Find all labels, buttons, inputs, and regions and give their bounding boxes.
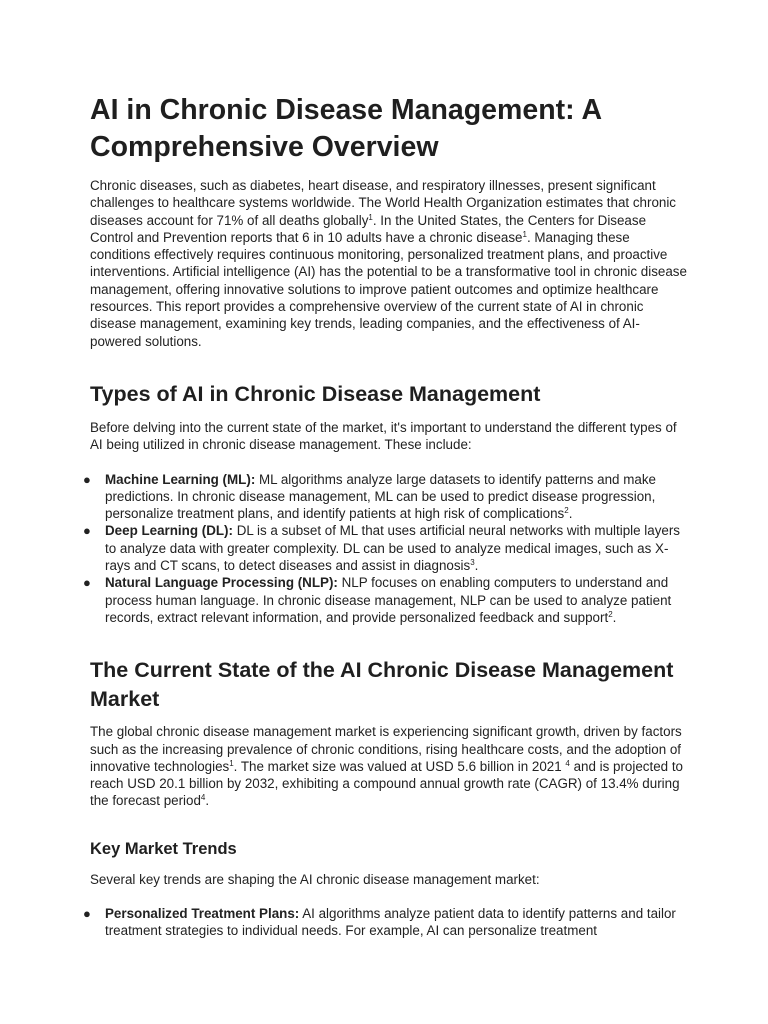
- footnote-ref[interactable]: 4: [565, 758, 570, 768]
- trends-list: [83, 905, 690, 940]
- bullet-icon: ●: [83, 471, 91, 487]
- footnote-ref[interactable]: 3: [470, 558, 475, 568]
- intro-text-3: . Managing these conditions effectively requires continuous monitoring, personalized treatment plans, and proactive interventions. Artificial intelligence (AI) has the potential to be a transformative tool in chronic disease management, offering innovative solutions to improve patient outcomes and optimize healthcare resources. This report provides a comprehensive overview of the current state of AI in chronic disease management, examining key trends, leading companies, and the effectiveness of AI-powered solutions.: [90, 229, 687, 349]
- list-item-term: Deep Learning (DL):: [105, 523, 233, 539]
- list-item-term: Machine Learning (ML):: [105, 471, 256, 487]
- list-item-tail: .: [612, 609, 617, 625]
- market-text-2: . The market size was valued at USD 5.6 billion in 2021: [233, 758, 566, 774]
- intro-text-2: . In the United States, the Centers for Disease Control and Prevention reports that 6 in 10 adults have a chronic disease: [90, 212, 647, 245]
- page-title: AI in Chronic Disease Management: A Comprehensive Overview: [90, 94, 601, 163]
- list-item-text: AI algorithms analyze patient data to identify patterns and tailor treatment strategies to individual needs. For example, AI can personalize treatment: [105, 906, 676, 939]
- footnote-ref[interactable]: 1: [229, 758, 234, 768]
- footnote-ref[interactable]: 4: [200, 793, 206, 803]
- document-content: [83, 92, 690, 940]
- list-item: [83, 522, 690, 574]
- footnote-ref[interactable]: 1: [368, 212, 373, 222]
- bullet-icon: ●: [83, 906, 91, 922]
- list-item-term: Personalized Treatment Plans:: [105, 906, 300, 922]
- list-item: [83, 471, 690, 523]
- footnote-ref[interactable]: 1: [522, 229, 527, 239]
- list-item-text: ML algorithms analyze large datasets to identify patterns and make predictions. In chronic disease management, ML can be used to predict disease progression, personalize treatment plans, and identify patients at high risk of complications: [105, 471, 656, 522]
- intro-paragraph: [90, 177, 690, 350]
- footnote-ref[interactable]: 2: [564, 506, 569, 516]
- market-heading: The Current State of the AI Chronic Disease Management Market: [90, 658, 674, 712]
- types-list: [83, 471, 690, 627]
- list-item-tail: .: [474, 558, 479, 574]
- trends-intro: Several key trends are shaping the AI chronic disease management market:: [90, 871, 540, 887]
- market-paragraph: [90, 723, 690, 809]
- bullet-icon: ●: [83, 575, 91, 591]
- bullet-icon: ●: [83, 523, 91, 539]
- list-item-tail: .: [568, 506, 573, 522]
- list-item: [83, 905, 690, 940]
- market-text-1: The global chronic disease management market is experiencing significant growth, driven by factors such as the increasing prevalence of chronic conditions, rising healthcare costs, and the adoption of innovative technologies: [90, 724, 682, 774]
- list-item-text: DL is a subset of ML that uses artificial neural networks with multiple layers to analyze data with greater complexity. DL can be used to analyze medical images, such as X-rays and CT scans, to detect diseases and assist in diagnosis: [105, 523, 681, 574]
- trends-heading: Key Market Trends: [90, 839, 237, 858]
- list-item: [83, 574, 690, 626]
- market-text-3: and is projected to reach USD 20.1 billion by 2032, exhibiting a compound annual growth rate (CAGR) of 13.4% during the forecast period: [90, 758, 683, 809]
- market-text-4: .: [205, 793, 210, 809]
- types-intro: Before delving into the current state of the market, it's important to understand the different types of AI being utilized in chronic disease management. These include:: [90, 419, 677, 453]
- list-item-term: Natural Language Processing (NLP):: [105, 575, 338, 591]
- list-item-text: NLP focuses on enabling computers to understand and process human language. In chronic disease management, NLP can be used to analyze patient records, extract relevant information, and provide personalized feedback and support: [105, 575, 672, 625]
- footnote-ref[interactable]: 2: [608, 609, 613, 619]
- intro-text-1: Chronic diseases, such as diabetes, heart disease, and respiratory illnesses, present significant challenges to healthcare systems worldwide. The World Health Organization estimates that chronic diseases account for 71% of all deaths globally: [90, 178, 677, 228]
- types-heading: Types of AI in Chronic Disease Management: [90, 381, 541, 406]
